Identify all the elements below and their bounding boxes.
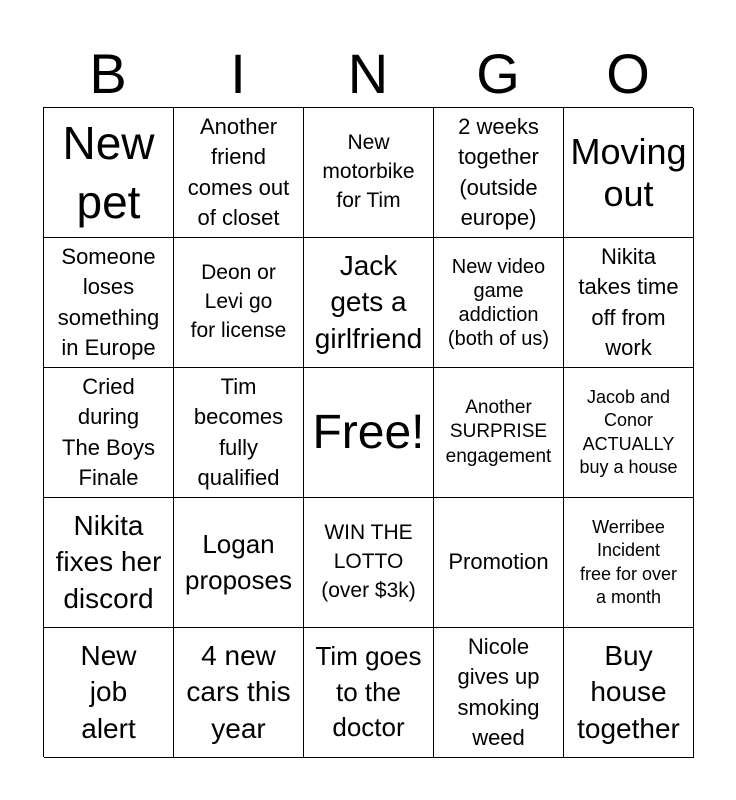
header-letter-o: O <box>606 42 650 105</box>
bingo-cell-1-1[interactable]: New pet <box>44 108 174 238</box>
bingo-cell-2-2[interactable]: Deon or Levi go for license <box>174 238 304 368</box>
bingo-cell-3-4[interactable]: Another SURPRISE engagement <box>434 368 564 498</box>
bingo-cell-5-1[interactable]: New job alert <box>44 628 174 758</box>
bingo-cell-2-3[interactable]: Jack gets a girlfriend <box>304 238 434 368</box>
free-space-cell[interactable]: Free! <box>304 368 434 498</box>
bingo-header <box>43 40 693 108</box>
bingo-cell-4-3[interactable]: WIN THE LOTTO (over $3k) <box>304 498 434 628</box>
bingo-cell-2-1[interactable]: Someone loses something in Europe <box>44 238 174 368</box>
bingo-cell-5-2[interactable]: 4 new cars this year <box>174 628 304 758</box>
header-letter-g: G <box>476 42 520 105</box>
bingo-cell-2-4[interactable]: New video game addiction (both of us) <box>434 238 564 368</box>
bingo-cell-4-4[interactable]: Promotion <box>434 498 564 628</box>
bingo-cell-1-2[interactable]: Another friend comes out of closet <box>174 108 304 238</box>
bingo-cell-4-1[interactable]: Nikita fixes her discord <box>44 498 174 628</box>
bingo-cell-3-5[interactable]: Jacob and Conor ACTUALLY buy a house <box>564 368 694 498</box>
header-letter-n: N <box>347 42 389 105</box>
bingo-card <box>43 107 693 757</box>
bingo-cell-1-5[interactable]: Moving out <box>564 108 694 238</box>
header-letter-i: I <box>230 42 246 105</box>
bingo-cell-3-1[interactable]: Cried during The Boys Finale <box>44 368 174 498</box>
bingo-cell-2-5[interactable]: Nikita takes time off from work <box>564 238 694 368</box>
bingo-cell-5-4[interactable]: Nicole gives up smoking weed <box>434 628 564 758</box>
bingo-cell-3-2[interactable]: Tim becomes fully qualified <box>174 368 304 498</box>
bingo-cell-5-3[interactable]: Tim goes to the doctor <box>304 628 434 758</box>
bingo-cell-1-3[interactable]: New motorbike for Tim <box>304 108 434 238</box>
header-letter-b: B <box>89 42 127 105</box>
bingo-cell-5-5[interactable]: Buy house together <box>564 628 694 758</box>
bingo-cell-4-2[interactable]: Logan proposes <box>174 498 304 628</box>
bingo-cell-1-4[interactable]: 2 weeks together (outside europe) <box>434 108 564 238</box>
bingo-cell-4-5[interactable]: Werribee Incident free for over a month <box>564 498 694 628</box>
